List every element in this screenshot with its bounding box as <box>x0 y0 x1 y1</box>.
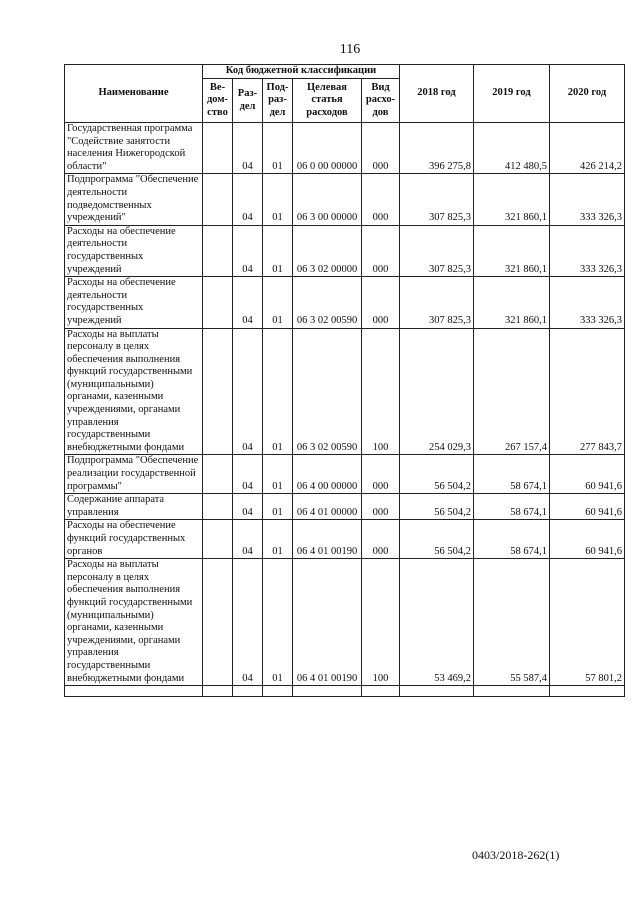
row-value-2020: 60 941,6 <box>550 520 625 559</box>
row-value-2019: 55 587,4 <box>474 559 550 686</box>
row-value-2019: 321 860,1 <box>474 277 550 328</box>
row-value-2018: 396 275,8 <box>400 123 474 174</box>
row-target-code: 06 3 02 00000 <box>293 225 362 276</box>
row-target-code: 06 4 01 00000 <box>293 494 362 520</box>
row-vedomstvo <box>203 455 233 494</box>
row-value-2020: 60 941,6 <box>550 494 625 520</box>
row-value-2020: 60 941,6 <box>550 455 625 494</box>
row-value-2018: 307 825,3 <box>400 225 474 276</box>
row-razdel: 04 <box>233 328 263 455</box>
row-name: Подпрограмма "Обеспечение реализации государственной программы" <box>65 455 203 494</box>
row-razdel: 04 <box>233 494 263 520</box>
row-vid: 000 <box>362 520 400 559</box>
empty-cell <box>263 686 293 697</box>
row-podrazdel: 01 <box>263 328 293 455</box>
row-value-2019: 267 157,4 <box>474 328 550 455</box>
row-name: Подпрограмма "Обеспечение деятельности подведомственных учреждений" <box>65 174 203 225</box>
row-target-code: 06 4 00 00000 <box>293 455 362 494</box>
row-name: Содержание аппарата управления <box>65 494 203 520</box>
row-vedomstvo <box>203 123 233 174</box>
empty-cell <box>203 686 233 697</box>
row-target-code: 06 4 01 00190 <box>293 520 362 559</box>
header-classification-group: Код бюджетной классификации <box>203 65 400 79</box>
table-row <box>65 328 625 455</box>
row-vid: 000 <box>362 174 400 225</box>
row-vedomstvo <box>203 225 233 276</box>
empty-cell <box>400 686 474 697</box>
header-2018: 2018 год <box>400 65 474 123</box>
header-name: Наименование <box>65 65 203 123</box>
header-razdel: Раз- дел <box>233 79 263 123</box>
row-vedomstvo <box>203 277 233 328</box>
row-value-2020: 426 214,2 <box>550 123 625 174</box>
row-value-2020: 277 843,7 <box>550 328 625 455</box>
table-row <box>65 123 625 174</box>
row-name: Государственная программа "Содействие занятости населения Нижегородской области" <box>65 123 203 174</box>
row-target-code: 06 3 02 00590 <box>293 328 362 455</box>
empty-cell <box>362 686 400 697</box>
row-name: Расходы на обеспечение деятельности государственных учреждений <box>65 225 203 276</box>
row-value-2018: 307 825,3 <box>400 277 474 328</box>
table-row <box>65 277 625 328</box>
row-value-2019: 58 674,1 <box>474 520 550 559</box>
row-razdel: 04 <box>233 520 263 559</box>
table-row-empty <box>65 686 625 697</box>
row-value-2019: 321 860,1 <box>474 225 550 276</box>
table-body <box>65 123 625 697</box>
row-value-2019: 58 674,1 <box>474 455 550 494</box>
header-2020: 2020 год <box>550 65 625 123</box>
row-vedomstvo <box>203 520 233 559</box>
row-razdel: 04 <box>233 455 263 494</box>
row-value-2018: 56 504,2 <box>400 455 474 494</box>
page-number: 116 <box>339 42 361 57</box>
table-header <box>65 65 625 123</box>
row-name: Расходы на выплаты персоналу в целях обеспечения выполнения функций государственными (муниципальными) органами, казенными учреждениями, органами управления государственными внебюджетными фондами <box>65 559 203 686</box>
row-value-2020: 333 326,3 <box>550 174 625 225</box>
row-vedomstvo <box>203 174 233 225</box>
row-vid: 000 <box>362 225 400 276</box>
row-vid: 100 <box>362 328 400 455</box>
row-target-code: 06 4 01 00190 <box>293 559 362 686</box>
row-podrazdel: 01 <box>263 277 293 328</box>
empty-cell <box>474 686 550 697</box>
row-vid: 000 <box>362 494 400 520</box>
row-vid: 000 <box>362 277 400 328</box>
row-name: Расходы на обеспечение деятельности государственных учреждений <box>65 277 203 328</box>
header-podrazdel: Под- раз- дел <box>263 79 293 123</box>
table-row <box>65 520 625 559</box>
row-value-2020: 333 326,3 <box>550 277 625 328</box>
row-vid: 000 <box>362 123 400 174</box>
row-target-code: 06 3 00 00000 <box>293 174 362 225</box>
row-razdel: 04 <box>233 123 263 174</box>
table-row <box>65 559 625 686</box>
row-podrazdel: 01 <box>263 494 293 520</box>
document-code: 0403/2018-262(1) <box>472 848 560 862</box>
empty-cell <box>293 686 362 697</box>
table-row <box>65 494 625 520</box>
row-value-2018: 56 504,2 <box>400 494 474 520</box>
header-vedomstvo: Ве- дом- ство <box>203 79 233 123</box>
row-name: Расходы на обеспечение функций государственных органов <box>65 520 203 559</box>
row-value-2018: 53 469,2 <box>400 559 474 686</box>
table-row <box>65 455 625 494</box>
row-razdel: 04 <box>233 225 263 276</box>
row-target-code: 06 0 00 00000 <box>293 123 362 174</box>
row-podrazdel: 01 <box>263 455 293 494</box>
empty-cell <box>233 686 263 697</box>
row-podrazdel: 01 <box>263 123 293 174</box>
row-value-2019: 58 674,1 <box>474 494 550 520</box>
row-value-2019: 412 480,5 <box>474 123 550 174</box>
row-value-2018: 307 825,3 <box>400 174 474 225</box>
row-value-2018: 254 029,3 <box>400 328 474 455</box>
header-celevaya-statya: Целевая статья расходов <box>293 79 362 123</box>
header-vid-rashodov: Вид расхо- дов <box>362 79 400 123</box>
header-2019: 2019 год <box>474 65 550 123</box>
row-vedomstvo <box>203 559 233 686</box>
row-razdel: 04 <box>233 174 263 225</box>
row-razdel: 04 <box>233 277 263 328</box>
table-row <box>65 225 625 276</box>
row-value-2020: 57 801,2 <box>550 559 625 686</box>
empty-cell <box>550 686 625 697</box>
row-name: Расходы на выплаты персоналу в целях обеспечения выполнения функций государственными (муниципальными) органами, казенными учреждениями, органами управления государственными внебюджетными фондами <box>65 328 203 455</box>
row-value-2019: 321 860,1 <box>474 174 550 225</box>
budget-table <box>64 64 625 697</box>
row-vedomstvo <box>203 494 233 520</box>
row-razdel: 04 <box>233 559 263 686</box>
row-target-code: 06 3 02 00590 <box>293 277 362 328</box>
row-vid: 100 <box>362 559 400 686</box>
row-podrazdel: 01 <box>263 559 293 686</box>
row-value-2018: 56 504,2 <box>400 520 474 559</box>
row-podrazdel: 01 <box>263 225 293 276</box>
row-vedomstvo <box>203 328 233 455</box>
empty-cell <box>65 686 203 697</box>
row-podrazdel: 01 <box>263 520 293 559</box>
row-podrazdel: 01 <box>263 174 293 225</box>
row-vid: 000 <box>362 455 400 494</box>
table-row <box>65 174 625 225</box>
row-value-2020: 333 326,3 <box>550 225 625 276</box>
